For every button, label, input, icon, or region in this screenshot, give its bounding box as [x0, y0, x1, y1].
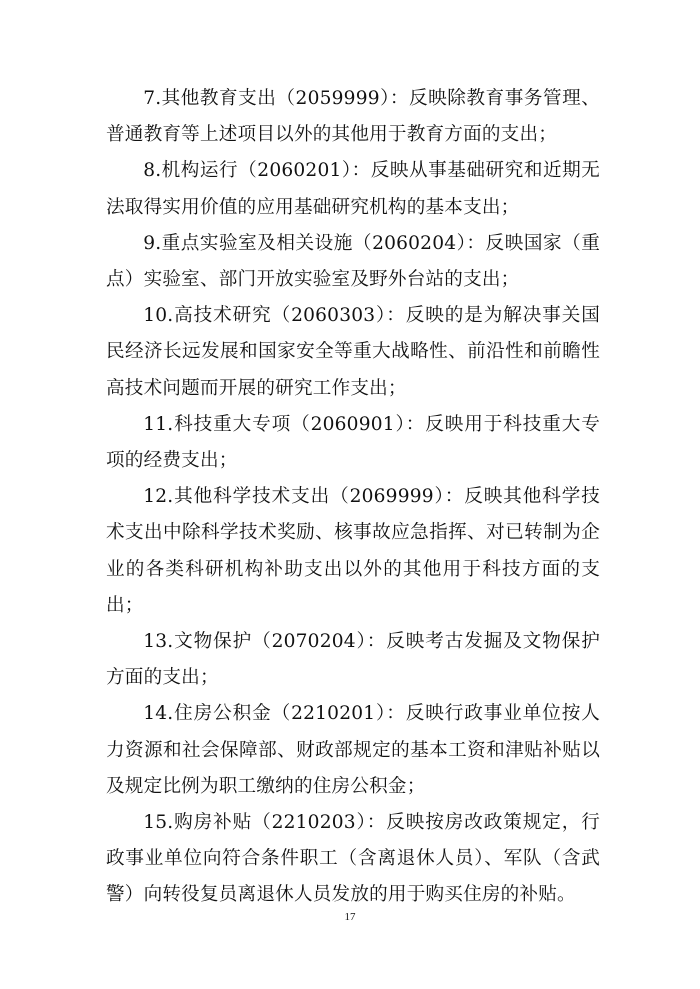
page-number: 17 [344, 911, 356, 923]
paragraph-item-14: 14.住房公积金（2210201）：反映行政事业单位按人力资源和社会保障部、财政部规定的基本工资和津贴补贴以及规定比例为职工缴纳的住房公积金； [106, 703, 600, 797]
paragraph-item-9: 9.重点实验室及相关设施（2060204）：反映国家（重点）实验室、部门开放实验室及野外台站的支出； [106, 232, 600, 291]
paragraph-item-12: 12.其他科学技术支出（2069999）：反映其他科学技术支出中除科学技术奖励、核事故应急指挥、对已转制为企业的各类科研机构补助支出以外的其他用于科技方面的支出； [106, 486, 600, 616]
paragraph-item-8: 8.机构运行（2060201）：反映从事基础研究和近期无法取得实用价值的应用基础研究机构的基本支出； [106, 160, 600, 218]
paragraph-item-10: 10.高技术研究（2060303）：反映的是为解决事关国民经济长远发展和国家安全等重大战略性、前沿性和前瞻性高技术问题而开展的研究工作支出； [106, 305, 600, 399]
document-body [106, 81, 600, 914]
paragraph-item-11: 11.科技重大专项（2060901）：反映用于科技重大专项的经费支出； [106, 413, 600, 472]
paragraph-item-7: 7.其他教育支出（2059999）：反映除教育事务管理、普通教育等上述项目以外的其他用于教育方面的支出； [106, 88, 600, 146]
paragraph-item-15: 15.购房补贴（2210203）：反映按房改政策规定，行政事业单位向符合条件职工（含离退休人员）、军队（含武警）向转役复员离退休人员发放的用于购买住房的补贴。 [106, 812, 600, 906]
paragraph-item-13: 13.文物保护（2070204）：反映考古发掘及文物保护方面的支出； [106, 631, 600, 689]
